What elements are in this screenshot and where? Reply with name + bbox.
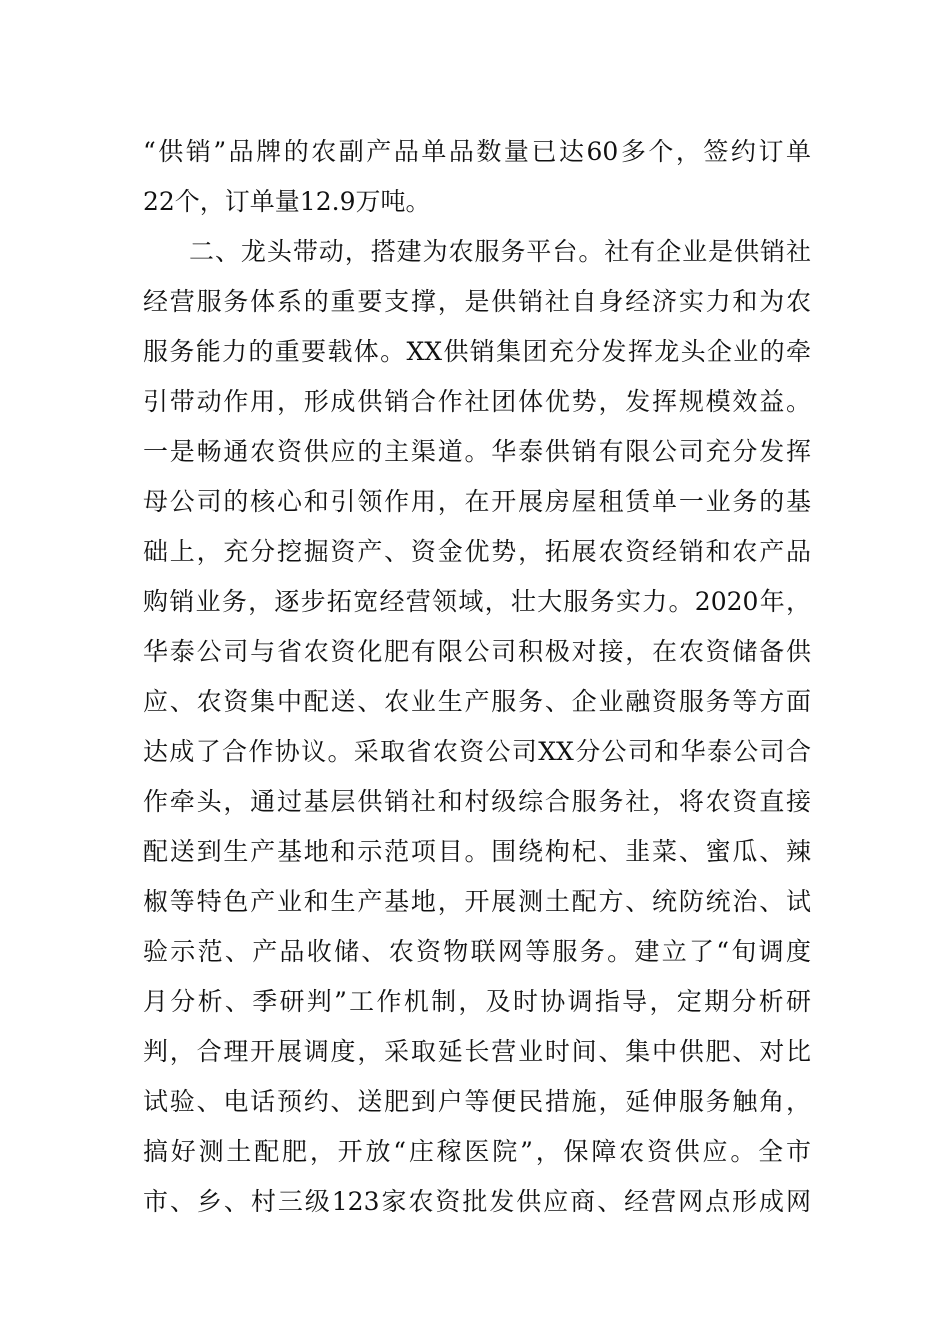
body-text	[143, 127, 811, 1227]
text-line: 服务能力的重要载体。XX供销集团充分发挥龙头企业的牵	[143, 337, 811, 366]
text-line: 母公司的核心和引领作用，在开展房屋租赁单一业务的基	[143, 487, 811, 516]
text-line: 作牵头，通过基层供销社和村级综合服务社，将农资直接	[143, 787, 811, 816]
text-line: 购销业务，逐步拓宽经营领域，壮大服务实力。2020年，	[143, 587, 811, 616]
text-line: 试验、电话预约、送肥到户等便民措施，延伸服务触角，	[143, 1087, 811, 1116]
text-line: 月分析、季研判”工作机制，及时协调指导，定期分析研	[143, 987, 811, 1016]
text-line: 一是畅通农资供应的主渠道。华泰供销有限公司充分发挥	[143, 437, 811, 466]
text-line: 华泰公司与省农资化肥有限公司积极对接，在农资储备供	[143, 637, 811, 666]
text-line: 市、乡、村三级123家农资批发供应商、经营网点形成网	[143, 1187, 811, 1216]
text-line: 达成了合作协议。采取省农资公司XX分公司和华泰公司合	[143, 737, 811, 766]
text-line: 22个，订单量12.9万吨。	[143, 187, 431, 216]
text-line: 椒等特色产业和生产基地，开展测土配方、统防统治、试	[143, 887, 811, 916]
text-line: 配送到生产基地和示范项目。围绕枸杞、韭菜、蜜瓜、辣	[143, 837, 811, 866]
section-heading-line: 二、龙头带动，搭建为农服务平台。社有企业是供销社	[189, 237, 811, 266]
text-line: “供销”品牌的农副产品单品数量已达60多个，签约订单	[143, 137, 811, 166]
text-line: 础上，充分挖掘资产、资金优势，拓展农资经销和农产品	[143, 537, 811, 566]
text-line: 搞好测土配肥，开放“庄稼医院”，保障农资供应。全市	[143, 1137, 811, 1166]
text-line: 验示范、产品收储、农资物联网等服务。建立了“旬调度	[143, 937, 811, 966]
text-line: 引带动作用，形成供销合作社团体优势，发挥规模效益。	[143, 387, 811, 416]
text-line: 应、农资集中配送、农业生产服务、企业融资服务等方面	[143, 687, 811, 716]
text-line: 经营服务体系的重要支撑，是供销社自身经济实力和为农	[143, 287, 811, 316]
text-line: 判，合理开展调度，采取延长营业时间、集中供肥、对比	[143, 1037, 811, 1066]
